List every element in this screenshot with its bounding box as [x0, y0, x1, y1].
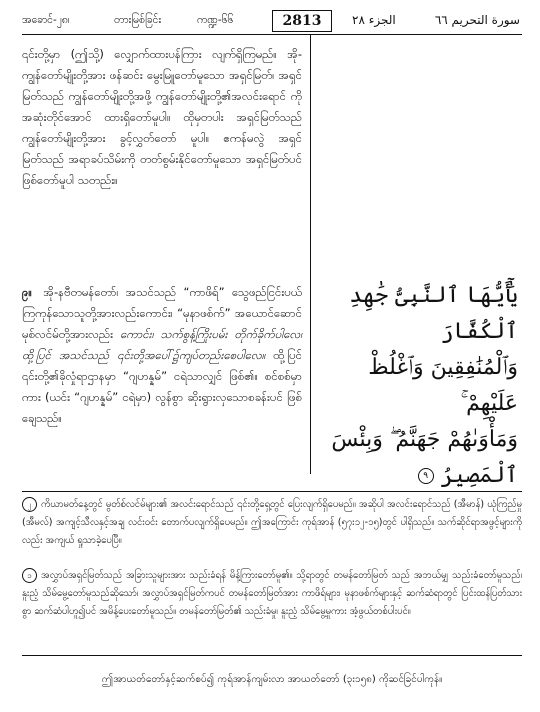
footnote-1: [22, 496, 522, 550]
arabic-line: يَٰٓأَيُّهَا ٱلنَّبِىُّ جَٰهِدِ ٱلْكُفَّارَ: [349, 283, 518, 344]
header-divider: [22, 34, 522, 35]
page-header: [22, 10, 522, 32]
footnote-divider: [22, 491, 522, 492]
page-number: 2813: [272, 10, 332, 32]
translation-paragraph-1: ၎င်းတို့မှာ (ဤသို့) လျှောက်ထားပန်ကြား လျက်ရှိကြမည်။ အို-ကျွန်တော်မျိုးတို့အား ဖန်ဆင်း မွေးမြူတော်မူသော အရှင်မြတ်၊ အရှင်မြတ်သည် ကျွန်တော်မျိုးတို့အဖို့ ကျွန်တော်မျိုးတို့၏အလင်းရောင် ကို အဆုံးတိုင်အောင် ထားရှိတော်မူပါ။ ထိုမှတပါး အရှင်မြတ်သည် ကျွန်တော်မျိုးတို့အား ခွင့်လွှတ်တော် မူပါ။ ဧကန်မလွဲ အရှင်မြတ်သည် အရာခပ်သိမ်းကို တတ်စွမ်းနိုင်တော်မူသော အရှင်မြတ်ပင် ဖြစ်တော်မူပါ သတည်း။: [22, 47, 302, 187]
verse-end-marker: ٩: [418, 468, 434, 484]
cross-reference-note: ဤအာယတ်တော်နှင့်ဆက်စပ်၍ ကုရ်အာန်ကျမ်းလာ အာယတ်တော် (၃း၁၅၈) ကိုဆင်ခြင်ပါကုန်။: [101, 674, 443, 685]
bottom-divider: [22, 655, 522, 656]
column-divider: [310, 34, 311, 474]
translation-text-a: အို-နဗီတမန်တော်၊ အသင်သည် “ကာဖိရ်” သွေဖည်ငြင်းပယ်ကြကုန်သောသူတို့အားလည်းကောင်း၊ “မုနာဖစ်က်” အယောင်ဆောင်မုစ်လင်မ်တို့အားလည်း: [22, 285, 302, 341]
footnote-text: အလွှာပ်အရှင်မြတ်သည် အခြားသူများအား သည်းခံရန် မိန့်ကြားတော်မူ၏။ သို့ရာတွင် တမန်တော်မြတ် သည် အဘယ်မျှ သည်းခံတော်မူသည်၊ နူးညံ့ သိမ်မွေ့တော်မူသည်ဆိုသော်၊ အလွှာပ်အရှင်မြတ်ကပင် တမန်တော်မြတ်အား ကာဖိရ်များ၊ မုနာဖစ်က်များနှင့် ဆက်ဆံရာတွင် ပြင်းထန်ပြတ်သားစွာ ဆက်ဆံပါဟူ၍ပင် အမိန့်ပေးတော်မူသည်။ တမန်တော်မြတ်၏ သည်းခံမှု၊ နူးညံ့ သိမ်မွေ့မှုကား အံ့ဖွယ်တစ်ပါးပင်။: [22, 570, 522, 617]
arabic-line-text: ٱلْمَصِيرُ: [440, 463, 518, 488]
arabic-line: وَٱلْمُنَٰفِقِينَ وَٱغْلُظْ عَلَيْهِمْ ۚ: [368, 355, 518, 416]
arabic-line: [318, 458, 518, 494]
footnote-text: ကိယာမတ်နေ့တွင် မွတ်စ်လင်မ်များ၏ အလင်းရောင်သည် ၎င်းတို့ရှေ့တွင် ပြေးလျက်ရှိပေမည်။ အဆိုပါ အလင်းရောင်သည် (အီမာန်) ယုံကြည်မှု (အီမလ်) အကျင့်သီလနှင့်အချ လင်းဝင်း တောက်ပလျက်ရှိပေမည်။ ဤအကြောင်း ကုရ်အာန် (၅၇း၁၂-၁၅)တွင် ပါရှိသည်။ သက်ဆိုင်ရာအဖွင့်များကိုလည်း အကျယ် ရှုသာခဲ့ပေပြီ။: [22, 499, 522, 546]
header-chapter-info: အခောင်-၂၈၊: [22, 14, 70, 26]
footnote-marker: ၂: [22, 497, 37, 512]
translation-text-b: ကောင်း၊ သက်စွန့်ကြိုးပမ်း တိုက်ခိုက်ပါလေ၊ ထို့ပြင် အသင်သည် ၎င်းတို့အပေါ်၌ကျပ်တည်းစေပါလေ။: [22, 327, 302, 362]
arabic-line: وَمَأْوَىٰهُمْ جَهَنَّمُ ۖ وَبِئْسَ: [331, 427, 518, 452]
header-ruku: ကဏ္ဍ-၆၆: [197, 14, 234, 26]
footnote-2: [22, 567, 522, 621]
header-section-title: တားမြစ်ခြင်း: [114, 14, 162, 26]
footnote-marker: ၁: [22, 568, 37, 583]
header-juz: الجزء ۲۸: [352, 13, 396, 27]
translation-paragraph-2: [22, 282, 302, 429]
translation-text-c: ထို့ပြင် ၎င်းတို့၏ခိုလှုံရာဌာနမှာ “ဂျဟန္နမ်” ငရဲသာလျှင် ဖြစ်၏။ စင်စစ်မှာကား (ယင်း “ဂျဟန္နမ်” ငရဲမှာ) လွန်စွာ ဆိုးရွားလှသောစခန်းပင် ဖြစ်ချေသည်။: [22, 348, 303, 425]
verse-number: ၉။: [22, 285, 32, 299]
header-surah: سورة التحريم ٦٦: [434, 13, 520, 27]
arabic-verse: [318, 278, 518, 494]
